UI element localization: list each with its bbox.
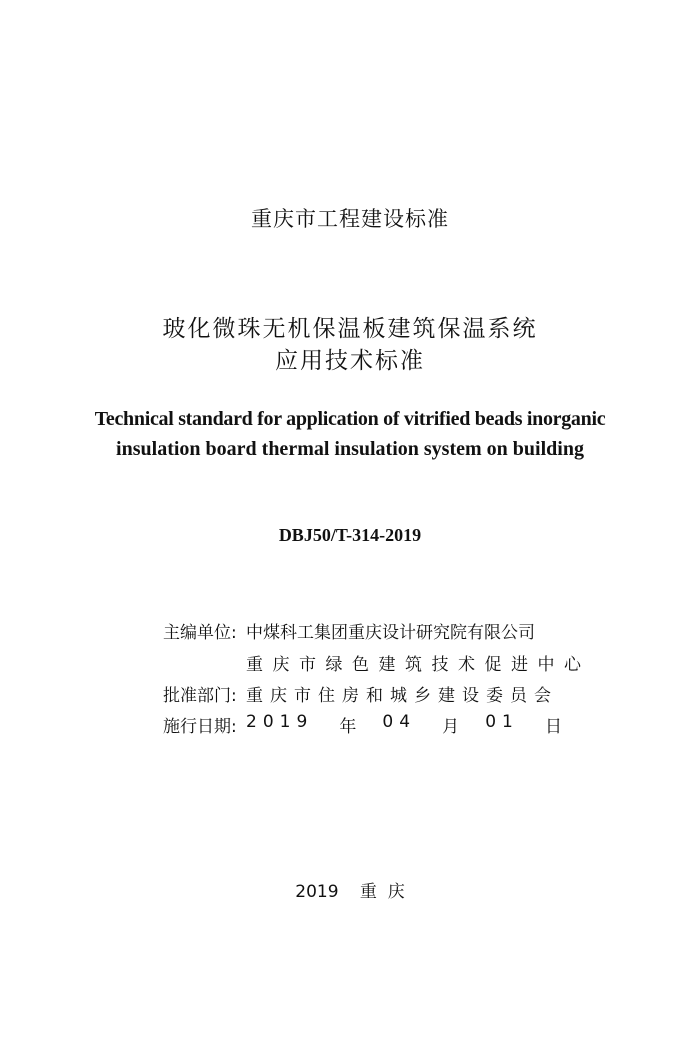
title-english-line-2: insulation board thermal insulation system on building	[116, 438, 584, 460]
publication-footer	[0, 877, 700, 902]
publication-year: 2019	[295, 882, 339, 902]
title-chinese-line-1: 玻化微珠无机保温板建筑保温系统	[162, 316, 538, 342]
publication-city: 重 庆	[359, 882, 405, 902]
effective-date-day-unit: 日	[544, 717, 562, 737]
effective-date-month-unit: 月	[442, 717, 460, 737]
effective-date-year: 2019	[246, 712, 314, 732]
chief-editor-label: 主编单位:	[163, 623, 237, 643]
effective-date-year-unit: 年	[339, 717, 357, 737]
title-chinese-line-2: 应用技术标准	[275, 348, 425, 374]
standard-number: DBJ50/T-314-2019	[278, 525, 422, 545]
effective-date-day: 01	[485, 712, 519, 732]
effective-date-month: 04	[382, 712, 417, 732]
effective-date-label: 施行日期:	[163, 717, 237, 737]
chief-editor-secondary: 重庆市绿色建筑技术促进中心	[246, 655, 591, 675]
chief-editor-primary: 中煤科工集团重庆设计研究院有限公司	[246, 623, 535, 643]
title-english-line-1: Technical standard for application of vitrified beads inorganic	[94, 408, 606, 430]
approving-department-label: 批准部门:	[163, 686, 237, 706]
standard-series-heading: 重庆市工程建设标准	[251, 207, 449, 231]
effective-date	[246, 712, 562, 737]
approving-department: 重庆市住房和城乡建设委员会	[246, 686, 558, 706]
